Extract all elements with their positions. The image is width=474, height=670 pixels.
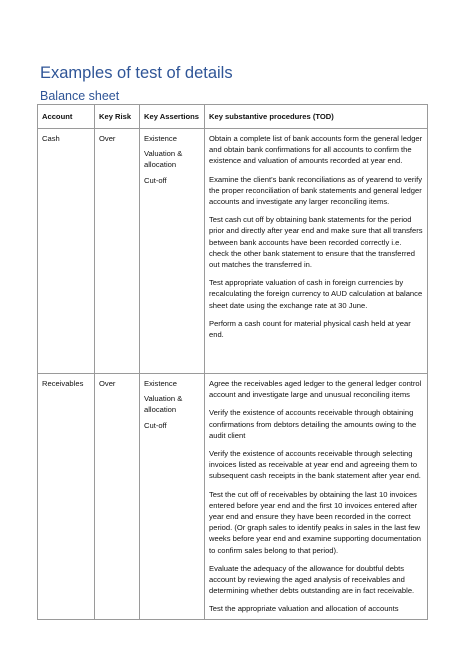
header-key-risk: Key Risk xyxy=(95,105,140,129)
header-key-assertions: Key Assertions xyxy=(140,105,205,129)
assertion-item: Existence xyxy=(144,134,177,143)
assertion-item: Existence xyxy=(144,379,177,388)
cell-key-risk xyxy=(95,374,140,620)
procedure-item: Obtain a complete list of bank accounts form the general ledger and obtain bank confirmations for all accounts to confirm the existence and valuation of amounts recorded at year end. xyxy=(209,134,423,166)
procedure-item: Examine the client’s bank reconciliations as of yearend to verify the proper reconciliation of bank statements and general ledger accounts and investigate any larger reconciling items. xyxy=(209,174,423,207)
procedure-item: Perform a cash count for material physical cash held at year end. xyxy=(209,318,411,340)
section-heading-balance-sheet: Balance sheet xyxy=(40,89,120,103)
assertion-item: Cut-off xyxy=(144,420,167,430)
test-of-details-table xyxy=(37,104,428,620)
procedure-item: Verify the existence of accounts receivable through selecting invoices listed as receivable at year end and agreeing them to subsequent cash receipts in the bank statement after year end. xyxy=(209,449,421,481)
key-risk-value: Over xyxy=(99,134,116,143)
account-name: Receivables xyxy=(42,379,84,388)
header-procedures: Key substantive procedures (TOD) xyxy=(205,105,428,129)
document-title: Examples of test of details xyxy=(40,64,233,82)
procedure-item: Test the appropriate valuation and allocation of accounts xyxy=(209,604,399,614)
cell-assertions xyxy=(140,129,205,374)
table-row-cash xyxy=(38,129,428,374)
assertion-item: Valuation & allocation xyxy=(144,149,183,170)
assertion-item: Cut-off xyxy=(144,175,167,185)
cell-assertions xyxy=(140,374,205,620)
procedure-item: Verify the existence of accounts receivable through obtaining confirmations from debtors detailing the amounts owing to the audit client xyxy=(209,408,417,440)
cell-procedures xyxy=(205,129,428,374)
table-row-receivables xyxy=(38,374,428,620)
account-name: Cash xyxy=(42,134,60,143)
cell-account xyxy=(38,374,95,620)
assertion-item: Valuation & allocation xyxy=(144,394,183,415)
cell-procedures xyxy=(205,374,428,620)
cell-account xyxy=(38,129,95,374)
table-header-row xyxy=(38,105,428,129)
cell-key-risk xyxy=(95,129,140,374)
procedure-item: Evaluate the adequacy of the allowance for doubtful debts account by reviewing the aged analysis of receivables and determining whether debts outstanding are in fact receivable. xyxy=(209,563,415,596)
procedure-item: Test cash cut off by obtaining bank statements for the period prior and directly after year end and make sure that all transfers between bank accounts have been recorded correctly i.e. check the other bank statement to ensure that the transferred out matches the transferred in. xyxy=(209,215,423,270)
procedure-item: Test the cut off of receivables by obtaining the last 10 invoices entered before year end and the first 10 invoices entered after year end and ensure they have been recorded in the correct period. (Or graph sales to identify peaks in sales in the last few weeks before year end and examine supporting documentation to confirm sales belong to that period). xyxy=(209,489,421,555)
header-account: Account xyxy=(38,105,95,129)
key-risk-value: Over xyxy=(99,379,116,388)
procedure-item: Agree the receivables aged ledger to the general ledger control account and investigate large and unusual reconciling items xyxy=(209,379,422,400)
procedure-item: Test appropriate valuation of cash in foreign currencies by recalculating the foreign currency to AUD calculation at balance sheet date using the exchange rate at 30 June. xyxy=(209,278,423,310)
